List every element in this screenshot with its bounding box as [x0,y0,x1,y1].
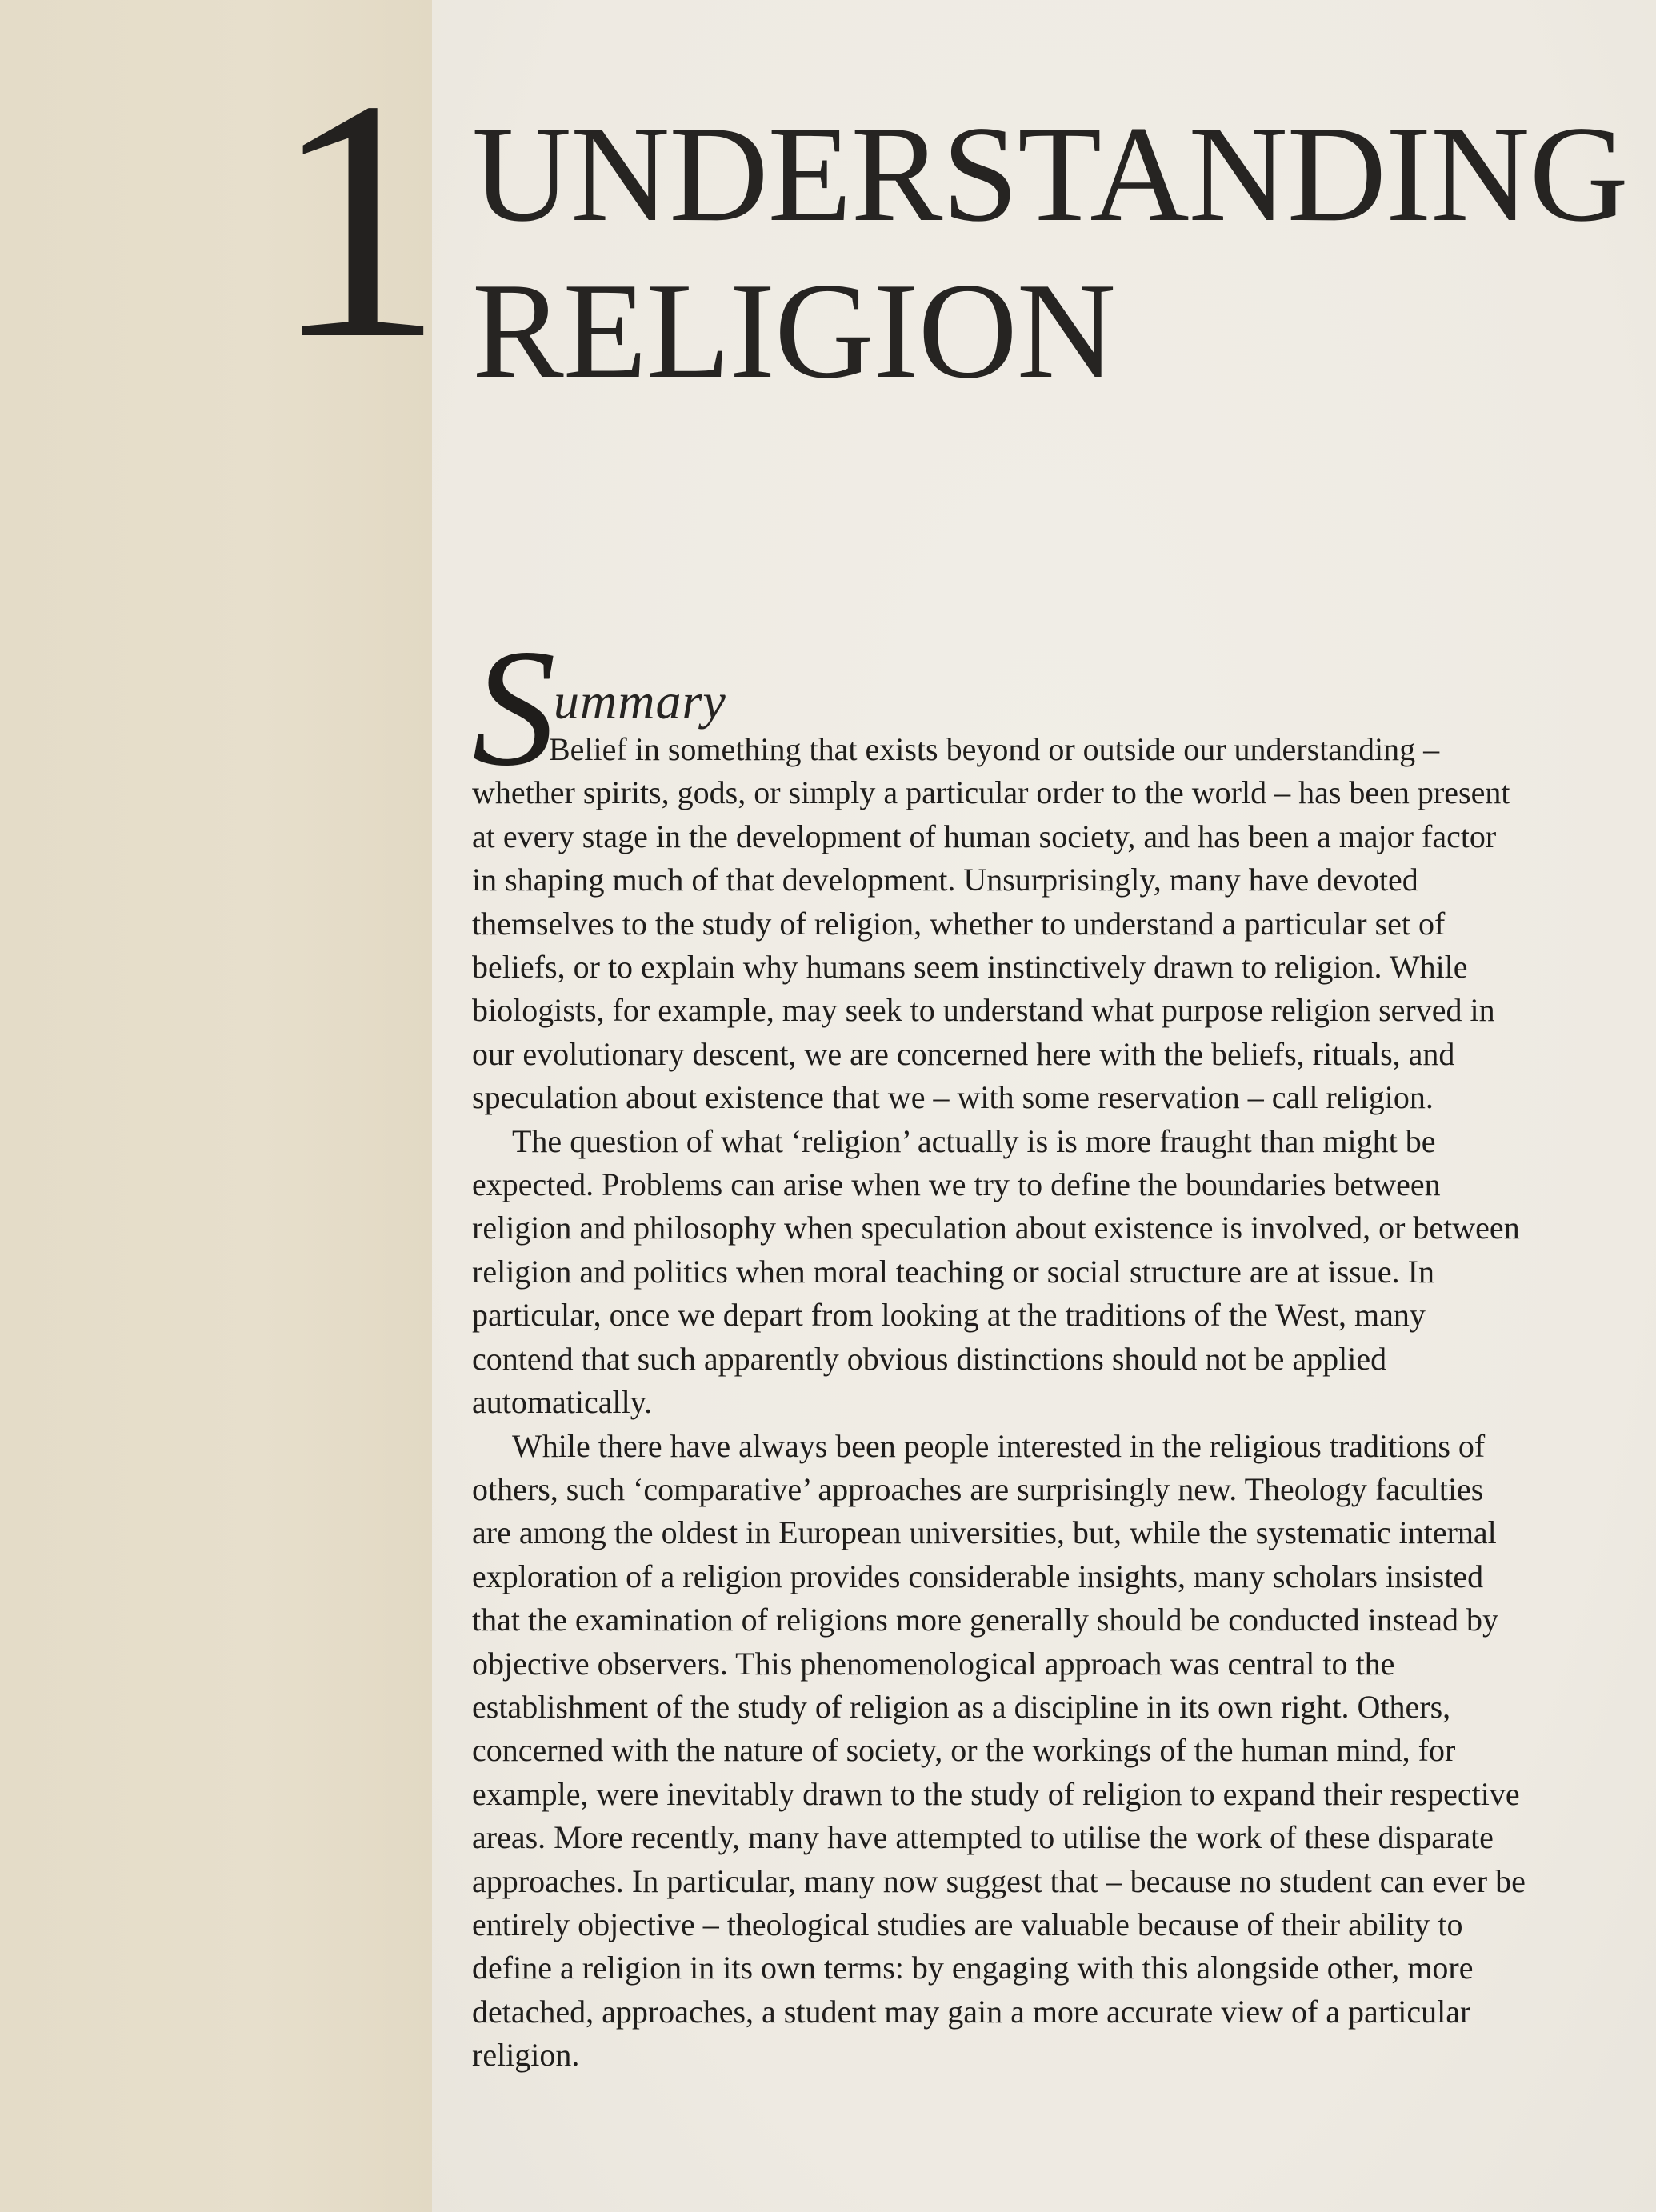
chapter-title [472,96,1628,410]
summary-paragraph-2: The question of what ‘religion’ actually is is more fraught than might be expected. Problems can arise when we try to define the boundaries between religion and philosophy when speculation about existence is involved, or between religion and politics when moral teaching or social structure are at issue. In particular, once we depart from looking at the traditions of the West, many contend that such apparently obvious distinctions should not be applied automatically. [472,1122,1520,1421]
chapter-number: 1 [272,30,436,410]
summary-paragraph-1: Belief in something that exists beyond or outside our understanding – whether spirits, gods, or simply a particular order to the world – has been present at every stage in the development of human society, and has been a major factor in shaping much of that development. Unsurprisingly, many have devoted themselves to the study of religion, whether to understand a particular set of beliefs, or to explain why humans seem instinctively drawn to religion. While biologists, for example, may seek to understand what purpose religion served in our evolutionary descent, we are concerned here with the beliefs, rituals, and speculation about existence that we – with some reservation – call religion. [472,731,1510,1116]
summary-drop-cap: S [472,615,556,801]
chapter-title-line-2: RELIGION [472,255,1116,407]
summary-paragraph-3: While there have always been people interested in the religious traditions of others, such ‘comparative’ approaches are surprisingly new. Theology faculties are among the oldest in European universities, but, while the systematic internal exploration of a religion provides considerable insights, many scholars insisted that the examination of religions more generally should be conducted instead by objective observers. This phenomenological approach was central to the establishment of the study of religion as a discipline in its own right. Others, concerned with the nature of society, or the workings of the human mind, for example, were inevitably drawn to the study of religion to expand their respective areas. More recently, many have attempted to utilise the work of these disparate approaches. In particular, many now suggest that – because no student can ever be entirely objective – theological studies are valuable because of their ability to define a religion in its own terms: by engaging with this alongside other, more detached, approaches, a student may gain a more accurate view of a particular religion. [472,1427,1526,2074]
summary-body [472,728,1528,2078]
summary-heading-text: ummary [554,673,726,730]
chapter-title-line-1: UNDERSTANDING [472,98,1628,250]
